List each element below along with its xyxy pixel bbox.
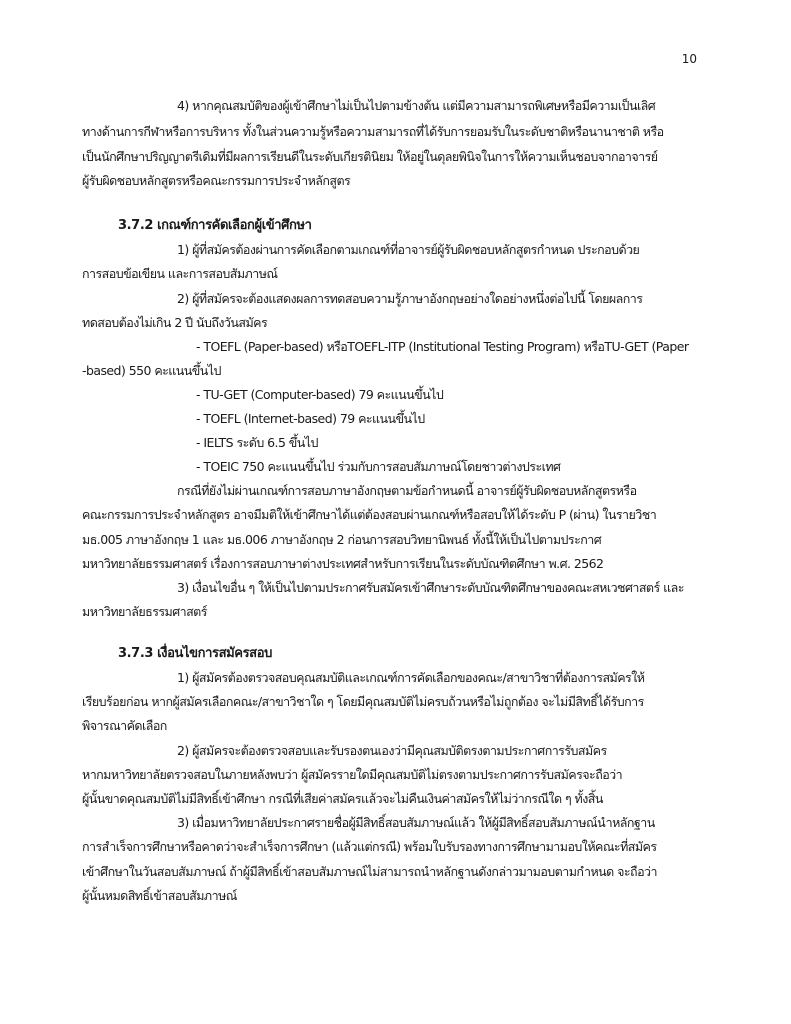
section-heading-373: 3.7.3 เงื่อนไขการสมัครสอบ — [118, 646, 272, 661]
paragraph-line: คณะกรรมการประจำหลักสูตร อาจมีมติให้เข้าศึกษาได้แต่ต้องสอบผ่านเกณฑ์หรือสอบให้ได้ระดับ P (ผ่าน) ในรายวิชา — [82, 507, 657, 522]
paragraph-line: ผู้รับผิดชอบหลักสูตรหรือคณะกรรมการประจำหลักสูตร — [82, 173, 351, 188]
paragraph-line: เป็นนักศึกษาปริญญาตรีเดิมที่มีผลการเรียนดีในระดับเกียรตินิยม ให้อยู่ในดุลยพินิจในการให้ความเห็นชอบจากอาจารย์ — [82, 149, 658, 164]
paragraph-line: ผู้นั้นขาดคุณสมบัติไม่มีสิทธิ์เข้าศึกษา กรณีที่เสียค่าสมัครแล้วจะไม่คืนเงินค่าสมัครให้ไม่ว่ากรณีใด ๆ ทั้งสิ้น — [82, 791, 603, 806]
paragraph-line: พิจารณาคัดเลือก — [82, 718, 167, 733]
paragraph-line: มหาวิทยาลัยธรรมศาสตร์ เรื่องการสอบภาษาต่างประเทศสำหรับการเรียนในระดับบัณฑิตศึกษา พ.ศ. 2562 — [82, 556, 604, 571]
paragraph-line: มหาวิทยาลัยธรรมศาสตร์ — [82, 604, 207, 619]
paragraph-line: กรณีที่ยังไม่ผ่านเกณฑ์การสอบภาษาอังกฤษตามข้อกำหนดนี้ อาจารย์ผู้รับผิดชอบหลักสูตรหรือ — [177, 483, 637, 498]
paragraph-line: 2) ผู้ที่สมัครจะต้องแสดงผลการทดสอบความรู้ภาษาอังกฤษอย่างใดอย่างหนึ่งต่อไปนี้ โดยผลการ — [177, 291, 643, 306]
test-list-item: -based) 550 คะแนนขึ้นไป — [82, 363, 221, 378]
paragraph-line: การสำเร็จการศึกษาหรือคาดว่าจะสำเร็จการศึกษา (แล้วแต่กรณี) พร้อมใบรับรองทางการศึกษามามอบให้คณะที่สมัคร — [82, 839, 657, 854]
test-list-item: - TOEFL (Internet-based) 79 คะแนนขึ้นไป — [196, 411, 425, 426]
section-heading-372: 3.7.2 เกณฑ์การคัดเลือกผู้เข้าศึกษา — [118, 218, 312, 233]
paragraph-line: 1) ผู้สมัครต้องตรวจสอบคุณสมบัติและเกณฑ์การคัดเลือกของคณะ/สาขาวิชาที่ต้องการสมัครให้ — [177, 670, 645, 685]
paragraph-line: 1) ผู้ที่สมัครต้องผ่านการคัดเลือกตามเกณฑ์ที่อาจารย์ผู้รับผิดชอบหลักสูตรกำหนด ประกอบด้วย — [177, 242, 640, 257]
paragraph-line: หากมหาวิทยาลัยตรวจสอบในภายหลังพบว่า ผู้สมัครรายใดมีคุณสมบัติไม่ตรงตามประกาศการรับสมัครจะถือว่า — [82, 767, 623, 782]
paragraph-line: ทางด้านการกีฬาหรือการบริหาร ทั้งในส่วนความรู้หรือความสามารถที่ได้รับการยอมรับในระดับชาติหรือนานาชาติ หรือ — [82, 124, 664, 139]
paragraph-line: การสอบข้อเขียน และการสอบสัมภาษณ์ — [82, 266, 278, 281]
paragraph-line: ทดสอบต้องไม่เกิน 2 ปี นับถึงวันสมัคร — [82, 315, 268, 330]
paragraph-line: มธ.005 ภาษาอังกฤษ 1 และ มธ.006 ภาษาอังกฤษ 2 ก่อนการสอบวิทยานิพนธ์ ทั้งนี้ให้เป็นไปตามประกาศ — [82, 532, 602, 547]
test-list-item: - TOEIC 750 คะแนนขึ้นไป ร่วมกับการสอบสัมภาษณ์โดยชาวต่างประเทศ — [196, 459, 561, 474]
paragraph-line: 2) ผู้สมัครจะต้องตรวจสอบและรับรองตนเองว่ามีคุณสมบัติตรงตามประกาศการรับสมัคร — [177, 743, 607, 758]
test-list-item: - IELTS ระดับ 6.5 ขึ้นไป — [196, 435, 318, 450]
page-number: 10 — [681, 52, 697, 66]
paragraph-line: ผู้นั้นหมดสิทธิ์เข้าสอบสัมภาษณ์ — [82, 888, 237, 903]
paragraph-line: 4) หากคุณสมบัติของผู้เข้าศึกษาไม่เป็นไปตามข้างต้น แต่มีความสามารถพิเศษหรือมีความเป็นเลิศ — [177, 98, 656, 113]
test-list-item: - TOEFL (Paper-based) หรือTOEFL-ITP (Institutional Testing Program) หรือTU-GET (Paper — [196, 339, 689, 354]
paragraph-line: 3) เงื่อนไขอื่น ๆ ให้เป็นไปตามประกาศรับสมัครเข้าศึกษาระดับบัณฑิตศึกษาของคณะสหเวชศาสตร์ และ — [177, 580, 684, 595]
paragraph-line: เข้าศึกษาในวันสอบสัมภาษณ์ ถ้าผู้มีสิทธิ์เข้าสอบสัมภาษณ์ไม่สามารถนำหลักฐานดังกล่าวมามอบตามกำหนด จะถือว่า — [82, 864, 657, 879]
paragraph-line: เรียบร้อยก่อน หากผู้สมัครเลือกคณะ/สาขาวิชาใด ๆ โดยมีคุณสมบัติไม่ครบถ้วนหรือไม่ถูกต้อง จะไม่มีสิทธิ์ได้รับการ — [82, 694, 644, 709]
test-list-item: - TU-GET (Computer-based) 79 คะแนนขึ้นไป — [196, 387, 444, 402]
paragraph-line: 3) เมื่อมหาวิทยาลัยประกาศรายชื่อผู้มีสิทธิ์สอบสัมภาษณ์แล้ว ให้ผู้มีสิทธิ์สอบสัมภาษณ์นำหลักฐาน — [177, 815, 655, 830]
